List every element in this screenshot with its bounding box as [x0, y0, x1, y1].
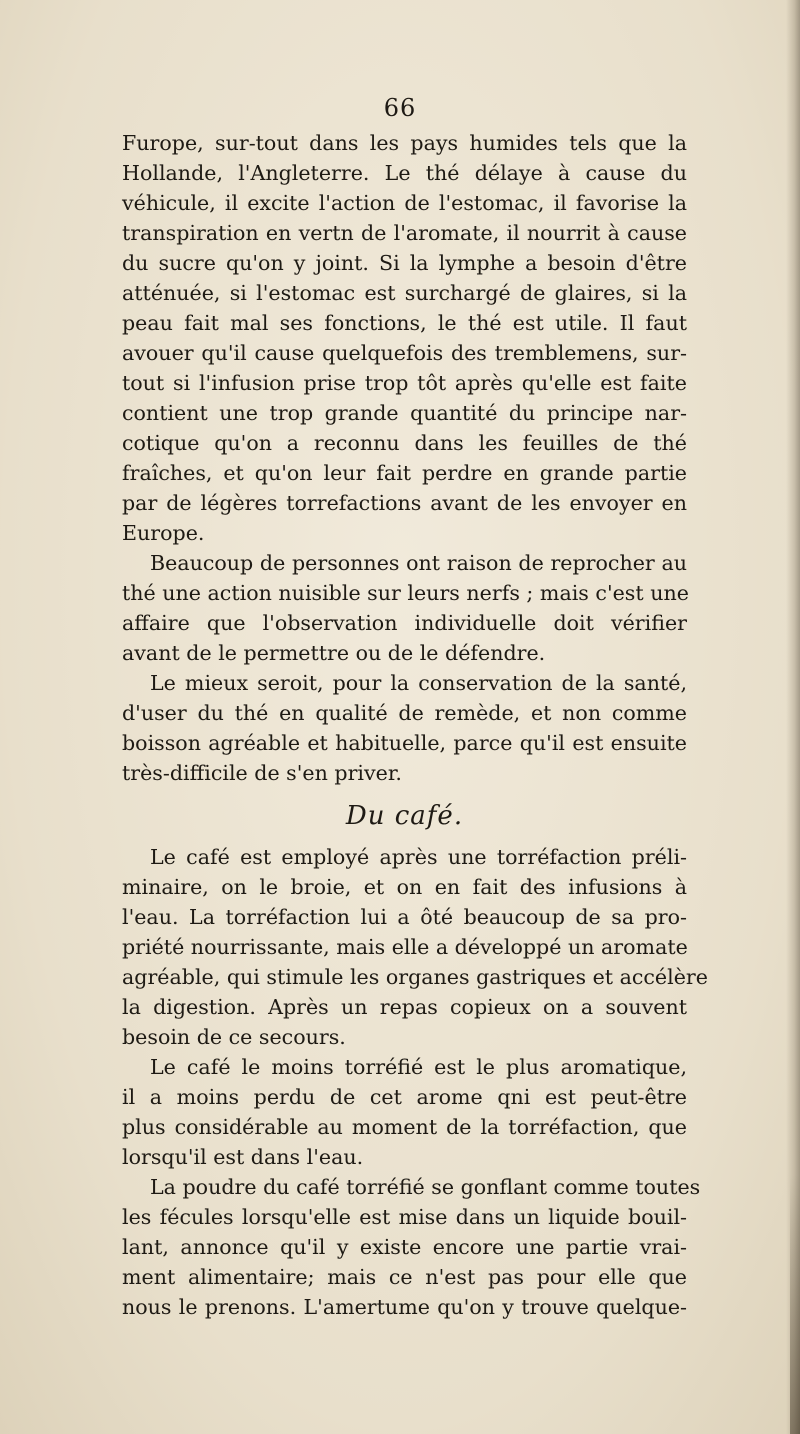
text-line: fraîches, et qu'on leur fait perdre en grande partie: [122, 461, 687, 485]
paragraph-coffee-powder: [122, 1172, 701, 1322]
text-line: Furope, sur-tout dans les pays humides tels que la: [122, 131, 687, 155]
text-line: Le café le moins torréfié est le plus aromatique,: [150, 1055, 687, 1079]
text-line: d'user du thé en qualité de remède, et non comme: [122, 701, 687, 725]
paragraph-tea-effects: [122, 128, 687, 548]
paragraph-coffee-aroma: [122, 1052, 687, 1172]
body-text: [122, 128, 708, 1322]
paragraph-tea-nerves: [122, 548, 687, 668]
text-line: affaire que l'observation individuelle doit vérifier: [122, 611, 687, 635]
text-line: cotique qu'on a reconnu dans les feuilles de thé: [122, 431, 687, 455]
text-line: les fécules lorsqu'elle est mise dans un liquide bouil-: [122, 1205, 687, 1229]
text-line: la digestion. Après un repas copieux on a souvent: [122, 995, 687, 1019]
text-line: du sucre qu'on y joint. Si la lymphe a besoin d'être: [122, 251, 687, 275]
text-line: contient une trop grande quantité du principe nar-: [122, 401, 687, 425]
text-line: agréable, qui stimule les organes gastriques et accélère: [122, 965, 708, 989]
text-line: lorsqu'il est dans l'eau.: [122, 1145, 364, 1169]
paragraph-tea-remedy: [122, 668, 687, 788]
text-line: priété nourrissante, mais elle a développé un aromate: [122, 935, 688, 959]
text-line: besoin de ce secours.: [122, 1025, 346, 1049]
page-number: 66: [383, 94, 417, 122]
text-line: avant de le permettre ou de le défendre.: [122, 641, 546, 665]
text-line: Europe.: [122, 521, 205, 545]
text-line: La poudre du café torréfié se gonflant comme toutes: [150, 1175, 701, 1199]
text-line: l'eau. La torréfaction lui a ôté beaucoup de sa pro-: [122, 905, 687, 929]
text-line: véhicule, il excite l'action de l'estomac, il favorise la: [122, 191, 687, 215]
text-line: transpiration en vertn de l'aromate, il nourrit à cause: [122, 221, 687, 245]
text-line: lant, annonce qu'il y existe encore une partie vrai-: [122, 1235, 687, 1259]
text-line: très-difficile de s'en priver.: [122, 761, 402, 785]
text-line: ment alimentaire; mais ce n'est pas pour elle que: [122, 1265, 687, 1289]
text-line: peau fait mal ses fonctions, le thé est utile. Il faut: [122, 311, 687, 335]
text-line: tout si l'infusion prise trop tôt après qu'elle est faite: [122, 371, 687, 395]
text-line: par de légères torrefactions avant de les envoyer en: [122, 491, 687, 515]
text-line: Le café est employé après une torréfaction préli-: [150, 845, 687, 869]
text-line: Beaucoup de personnes ont raison de reprocher au: [150, 551, 687, 575]
text-line: atténuée, si l'estomac est surchargé de glaires, si la: [122, 281, 687, 305]
text-line: nous le prenons. L'amertume qu'on y trouve quelque-: [122, 1295, 687, 1319]
paragraph-coffee-torrefaction: [122, 842, 708, 1052]
section-heading: Du café.: [345, 801, 464, 831]
text-line: plus considérable au moment de la torréfaction, que: [122, 1115, 687, 1139]
text-line: boisson agréable et habituelle, parce qu'il est ensuite: [122, 731, 687, 755]
text-line: Le mieux seroit, pour la conservation de la santé,: [150, 671, 687, 695]
text-line: Hollande, l'Angleterre. Le thé délaye à cause du: [122, 161, 687, 185]
text-line: minaire, on le broie, et on en fait des infusions à: [122, 875, 687, 899]
text-line: avouer qu'il cause quelquefois des tremblemens, sur-: [122, 341, 687, 365]
text-line: thé une action nuisible sur leurs nerfs ; mais c'est une: [122, 581, 689, 605]
text-line: il a moins perdu de cet arome qni est peut-être: [122, 1085, 687, 1109]
page-corner-shadow: [790, 1174, 800, 1434]
